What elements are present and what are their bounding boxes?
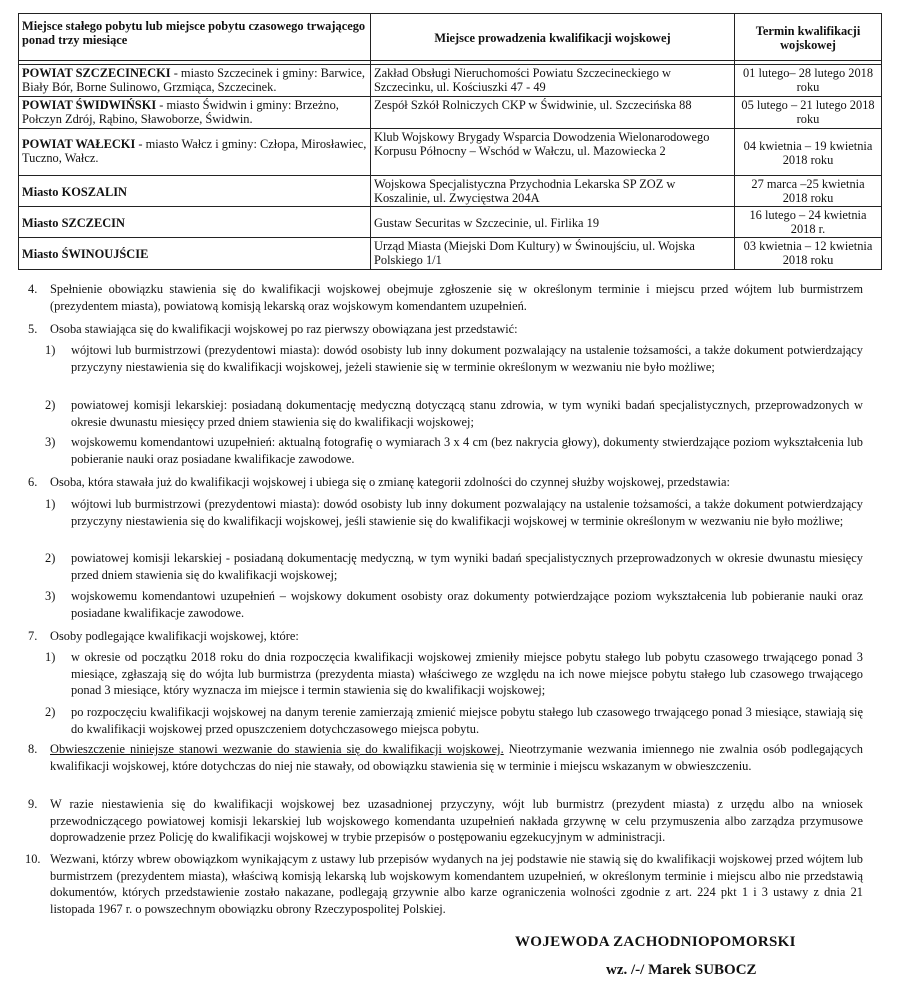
term-cell: 16 lutego – 24 kwietnia 2018 r.	[735, 207, 882, 238]
point-number: 8.	[28, 742, 38, 756]
item-text: powiatowej komisji lekarskiej - posiadaną dokumentację medyczną, w tym wyniki badań specjalistycznych przeprowadzonych w okresie dwunastu miesięcy przed dniem stawienia się do kwalifikacji wojskowej;	[71, 551, 863, 582]
signature-title: WOJEWODA ZACHODNIOPOMORSKI	[515, 934, 796, 950]
point-7	[28, 628, 863, 645]
item-number: 3)	[45, 589, 56, 603]
term-cell: 04 kwietnia – 19 kwietnia 2018 roku	[735, 129, 882, 176]
item-text: powiatowej komisji lekarskiej: posiadaną dokumentację medyczną dotyczącą stanu zdrowia, w tym wyniki badań specjalistycznych, przeprowadzonych w okresie dwunastu miesięcy przed dniem stawienia się do kwalifikacji wojskowej;	[71, 398, 863, 429]
item-number: 2)	[45, 551, 56, 565]
table-row	[19, 238, 882, 270]
district-name: POWIAT SZCZECINECKI	[22, 66, 171, 80]
point-text: Spełnienie obowiązku stawienia się do kwalifikacji wojskowej obejmuje zgłoszenie się w określonym terminie i miejscu przed wójtem lub burmistrzem (prezydentem miasta), powiatową komisją lekarską oraz wojskowym komendantem uzupełnień.	[50, 282, 863, 313]
item-text: w okresie od początku 2018 roku do dnia rozpoczęcia kwalifikacji wojskowej zmieniły miejsce pobytu stałego lub pobytu czasowego trwającego ponad 3 miesiące, zgłaszają się do wójta lub burmistrza (prezydenta miasta) właściwego ze względu na ich nowe miejsce pobytu stałego lub czasowego trwającego ponad 3 miesiące, który wyznacza im miejsce i termin stawienia się do kwalifikacji wojskowej;	[71, 650, 863, 697]
city-prefix: Miasto	[22, 215, 62, 230]
qualification-schedule-table	[18, 13, 882, 270]
point-text: W razie niestawienia się do kwalifikacji wojskowej bez uzasadnionej przyczyny, wójt lub burmistrz (prezydent miasta) z urzędu albo na wniosek przewodniczącego powiatowej komisji lekarskiej lub wojskowego komendanta uzupełnień nakłada grzywnę w celu przymuszenia albo zarządza przymusowe doprowadzenie przez Policję do kwalifikacji wojskowej w trybie przepisów o postępowaniu egzekucyjnym w administracji.	[50, 797, 863, 844]
point-6	[28, 474, 863, 491]
city-prefix: Miasto	[22, 247, 62, 261]
point-6-item-3	[45, 588, 863, 621]
table-row	[19, 97, 882, 129]
point-text: Wezwani, którzy wbrew obowiązkom wynikającym z ustawy lub przepisów wydanych na jej podstawie nie stawią się do kwalifikacji wojskowej przed wójtem lub burmistrzem (prezydentem miasta), właściwą komisją lekarską lub wojskowym komendantem uzupełnień, w określonym terminie i miejscu albo nie przedstawią dokumentów, których przedstawienie zostało nakazane, podlegają grzywnie albo karze ograniczenia wolności zgodnie z art. 224 pkt 1 i 3 ustawy z dnia 21 listopada 1967 r. o powszechnym obowiązku obrony Rzeczypospolitej Polskiej.	[50, 852, 863, 916]
signature-name: wz. /-/ Marek SUBOCZ	[606, 962, 757, 978]
point-text: Osoby podlegające kwalifikacji wojskowej, które:	[50, 629, 299, 643]
point-6-item-2	[45, 550, 863, 583]
point-number: 4.	[28, 282, 38, 296]
term-cell: 05 lutego – 21 lutego 2018 roku	[735, 97, 882, 129]
header-term: Termin kwalifikacji wojskowej	[735, 14, 882, 61]
point-text: Osoba, która stawała już do kwalifikacji wojskowej i ubiega się o zmianę kategorii zdolności do czynnej służby wojskowej, przedstawia:	[50, 475, 730, 489]
residence-cell	[19, 97, 371, 129]
city-name: KOSZALIN	[61, 184, 127, 199]
item-number: 2)	[45, 705, 56, 719]
summons-statement: Obwieszczenie niniejsze stanowi wezwanie do stawienia się do kwalifikacji wojskowej.	[50, 742, 504, 756]
residence-cell	[19, 238, 371, 270]
district-details: - miasto Szczecinek i gminy: Barwice, Biały Bór, Borne Sulinowo, Grzmiąca, Szczecinek.	[22, 66, 366, 94]
point-10	[25, 851, 863, 917]
point-number: 6.	[28, 475, 38, 489]
point-5-item-2	[45, 397, 863, 430]
residence-cell	[19, 129, 371, 176]
city-name: ŚWINOUJŚCIE	[61, 247, 149, 261]
point-number: 7.	[28, 629, 38, 643]
header-residence: Miejsce stałego pobytu lub miejsce pobytu czasowego trwającego ponad trzy miesiące	[19, 14, 371, 61]
venue-cell: Urząd Miasta (Miejski Dom Kultury) w Świnoujściu, ul. Wojska Polskiego 1/1	[371, 238, 735, 270]
point-5-item-3	[45, 434, 863, 467]
point-number: 9.	[28, 797, 38, 811]
item-text: po rozpoczęciu kwalifikacji wojskowej na danym terenie zamierzają zmienić miejsce pobytu stałego lub czasowego trwającego ponad 3 miesiące, stawiają się do kwalifikacji wojskowej przed opuszczeniem dotychczasowego miejsca pobytu.	[71, 705, 863, 736]
item-number: 1)	[45, 650, 56, 664]
term-cell: 27 marca –25 kwietnia 2018 roku	[735, 176, 882, 207]
point-6-item-1	[45, 496, 863, 529]
venue-cell: Wojskowa Specjalistyczna Przychodnia Lekarska SP ZOZ w Koszalinie, ul. Zwycięstwa 204A	[371, 176, 735, 207]
table-row	[19, 176, 882, 207]
term-cell: 03 kwietnia – 12 kwietnia 2018 roku	[735, 238, 882, 270]
item-text: wojskowemu komendantowi uzupełnień: aktualną fotografię o wymiarach 3 x 4 cm (bez nakrycia głowy), dokumenty stwierdzające poziom wykształcenia lub pobieranie nauki oraz posiadane kwalifikacje zawodowe.	[71, 435, 863, 466]
district-details: - miasto Wałcz i gminy: Człopa, Mirosławiec, Tuczno, Wałcz.	[22, 137, 367, 165]
point-5-item-1	[45, 342, 863, 375]
table-row	[19, 65, 882, 97]
point-7-item-1	[45, 649, 863, 699]
table-header-row	[19, 14, 882, 61]
venue-cell: Klub Wojskowy Brygady Wsparcia Dowodzenia Wielonarodowego Korpusu Północny – Wschód w Wałczu, ul. Mazowiecka 2	[371, 129, 735, 176]
item-text: wójtowi lub burmistrzowi (prezydentowi miasta): dowód osobisty lub inny dokument pozwalający na ustalenie tożsamości, a także dokument potwierdzający przyczyny niestawienia się do kwalifikacji wojskowej, jeśli stawienie się do kwalifikacji wojskowej w terminie określonym w wezwaniu nie było możliwe;	[71, 497, 863, 528]
district-details: - miasto Świdwin i gminy: Brzeżno, Połczyn Zdrój, Rąbino, Sławoborze, Świdwin.	[22, 98, 339, 126]
city-prefix: Miasto	[22, 184, 62, 199]
residence-cell	[19, 65, 371, 97]
point-number: 10.	[25, 852, 41, 866]
residence-cell	[19, 176, 371, 207]
district-name: POWIAT ŚWIDWIŃSKI	[22, 98, 157, 112]
item-text: wójtowi lub burmistrzowi (prezydentowi miasta): dowód osobisty lub inny dokument pozwalający na ustalenie tożsamości, a także dokument potwierdzający przyczyny niestawienia się do kwalifikacji wojskowej, jeżeli stawienie się w terminie określonym w wezwaniu nie było możliwe;	[71, 343, 863, 374]
point-text: Osoba stawiająca się do kwalifikacji wojskowej po raz pierwszy obowiązana jest przedstawić:	[50, 322, 518, 336]
header-venue: Miejsce prowadzenia kwalifikacji wojskowej	[371, 14, 735, 61]
venue-cell: Zakład Obsługi Nieruchomości Powiatu Szczecineckiego w Szczecinku, ul. Kościuszki 47 - 49	[371, 65, 735, 97]
point-4	[28, 281, 863, 314]
item-number: 2)	[45, 398, 56, 412]
venue-cell: Zespół Szkół Rolniczych CKP w Świdwinie, ul. Szczecińska 88	[371, 97, 735, 129]
item-number: 1)	[45, 343, 56, 357]
table-row	[19, 129, 882, 176]
venue-cell: Gustaw Securitas w Szczecinie, ul. Firlika 19	[371, 207, 735, 238]
point-number: 5.	[28, 322, 38, 336]
term-cell: 01 lutego– 28 lutego 2018 roku	[735, 65, 882, 97]
table-row	[19, 207, 882, 238]
item-text: wojskowemu komendantowi uzupełnień – wojskowy dokument osobisty oraz dokumenty potwierdzające poziom wykształcenia lub pobieranie nauki oraz posiadane kwalifikacje zawodowe.	[71, 589, 863, 620]
district-name: POWIAT WAŁECKI	[22, 137, 136, 151]
item-number: 1)	[45, 497, 56, 511]
point-5	[28, 321, 863, 338]
point-8	[28, 741, 863, 774]
point-9	[28, 796, 863, 846]
point-7-item-2	[45, 704, 863, 737]
city-name: SZCZECIN	[61, 215, 125, 230]
residence-cell	[19, 207, 371, 238]
point-text: Nieotrzymanie wezwania imiennego nie zwalnia osób podlegających kwalifikacji wojskowej, które dotychczas do niej nie stawały, od obowiązku stawienia się w terminie i miejscu wskazanym w obwieszczeniu.	[50, 742, 863, 773]
item-number: 3)	[45, 435, 56, 449]
